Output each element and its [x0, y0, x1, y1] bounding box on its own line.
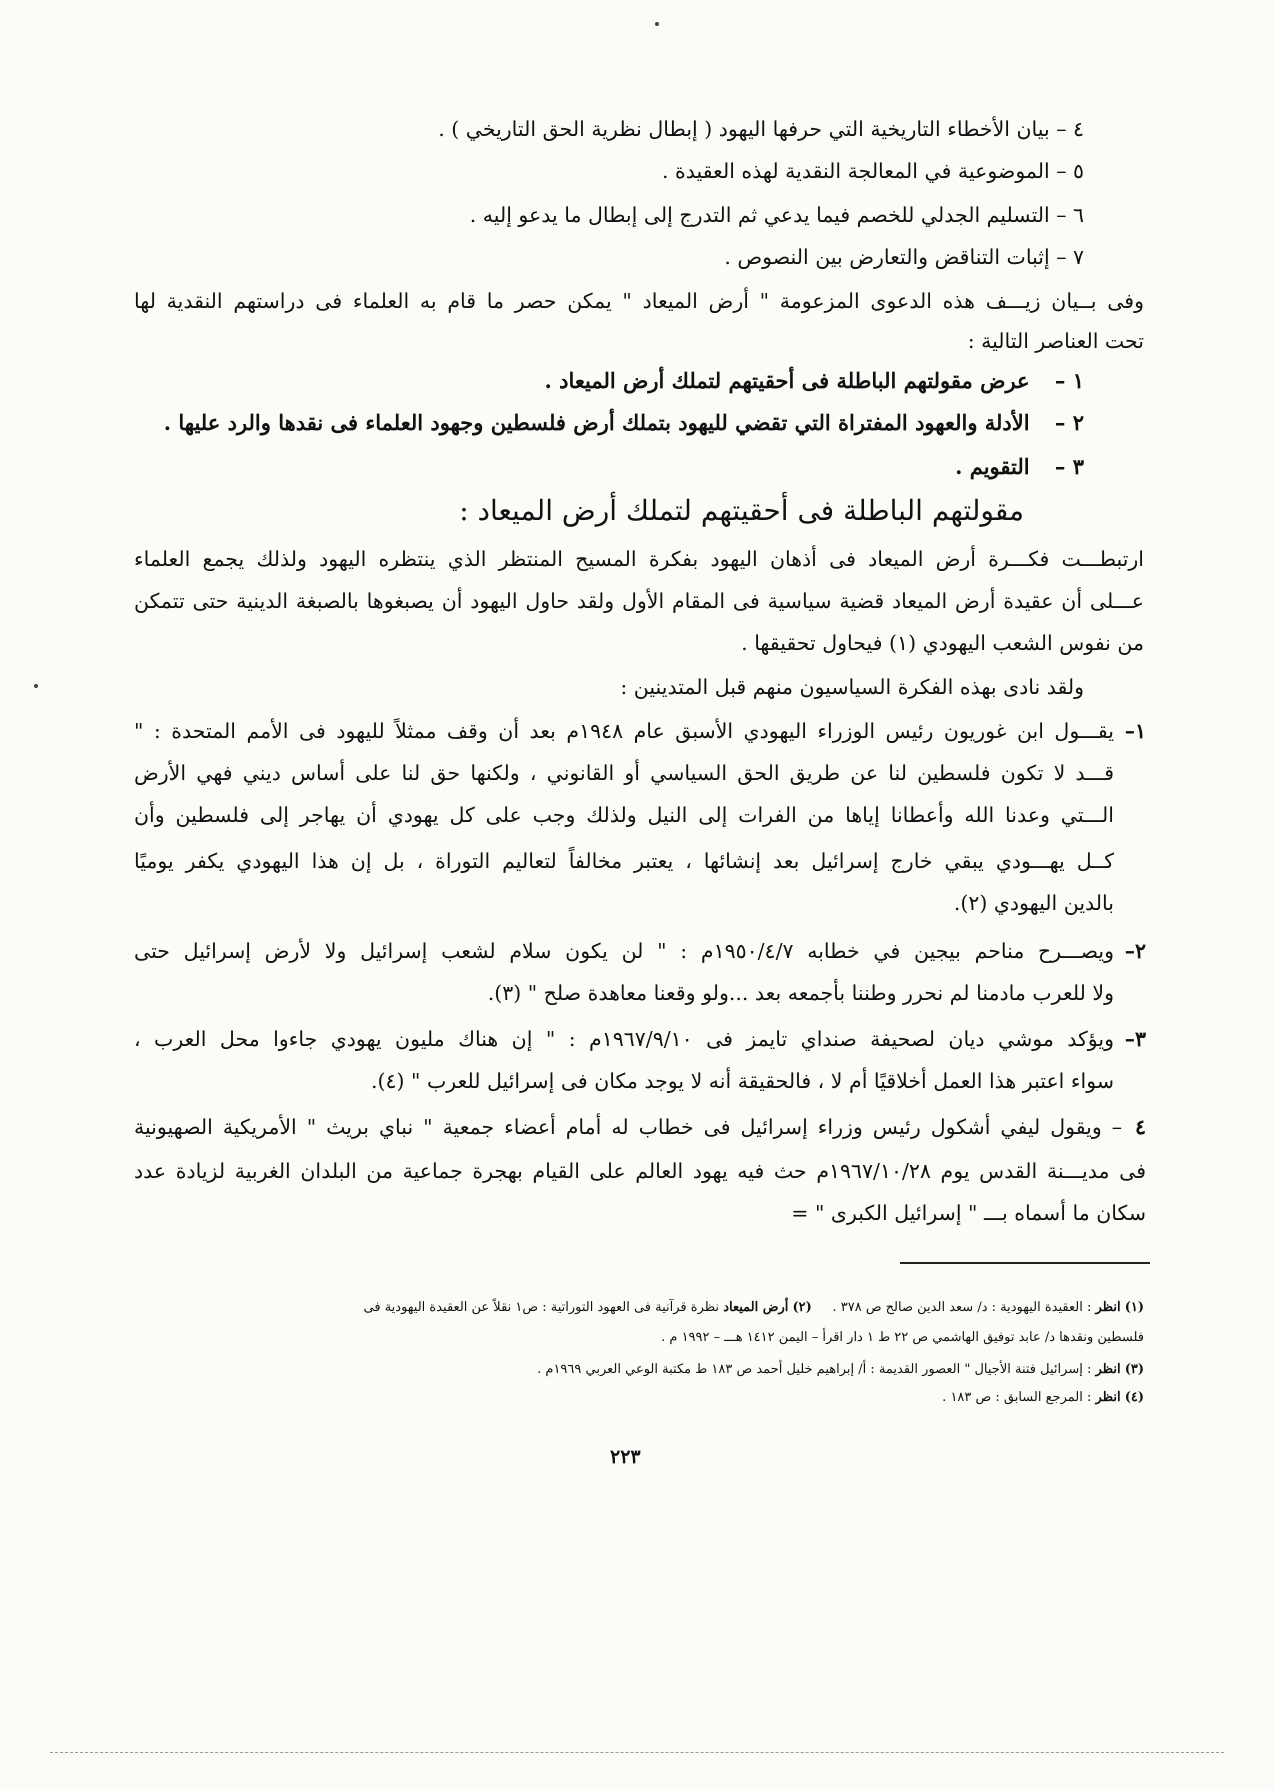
list-item-4: ٤ – بيان الأخطاء التاريخية التي حرفها اليهود ( إبطال نظرية الحق التاريخي ) .	[438, 117, 1084, 141]
element-text: التقويم .	[955, 454, 1030, 479]
para2: ولقد نادى بهذه الفكرة السياسيون منهم قبل المتدينين :	[620, 675, 1084, 699]
footnote-divider	[900, 1262, 1150, 1264]
quote-line: فى مديـــنة القدس يوم ١٩٦٧/١٠/٢٨م حث فيه يهود العالم على القيام بهجرة جماعية من البلدان الغربية لزيادة عدد	[134, 1159, 1146, 1183]
intro-line-2: تحت العناصر التالية :	[967, 329, 1144, 353]
element-number: ١ –	[1054, 368, 1084, 393]
footnote-2-continued: فلسطين ونقدها د/ عابد توفيق الهاشمي ص ٢٢ ط ١ دار اقرأ – اليمن ١٤١٢ هـــ – ١٩٩٢ م .	[661, 1330, 1144, 1345]
quote-line: كــل يهـــودي يبقي خارج إسرائيل بعد إنشائها ، يعتبر مخالفاً لتعاليم التوراة ، بل إن هذا اليهودي يكفر يوميًا	[134, 849, 1114, 873]
scan-speck	[655, 22, 659, 26]
element-item-3	[955, 454, 1084, 479]
quote-number: ٢–	[1124, 939, 1146, 963]
footnote-label: أرض الميعاد	[723, 1300, 789, 1315]
scan-edge-line	[50, 1752, 1224, 1753]
element-item-2	[164, 410, 1084, 435]
footnote-3	[537, 1360, 1144, 1380]
list-item-5: ٥ – الموضوعية في المعالجة النقدية لهذه العقيدة .	[661, 159, 1084, 183]
footnote-number: (٣)	[1124, 1362, 1144, 1377]
section-heading: مقولتهم الباطلة فى أحقيتهم لتملك أرض الميعاد :	[459, 494, 1024, 527]
quote-line: ويؤكد موشي ديان لصحيفة صنداي تايمز فى ١٩٦٧/٩/١٠م : " إن هناك مليون يهودي جاءوا محل العرب ،	[134, 1027, 1114, 1051]
intro-line-1: وفى بــيان زيـــف هذه الدعوى المزعومة " أرض الميعاد " يمكن حصر ما قام به العلماء فى دراستهم النقدية لها	[134, 289, 1144, 313]
footnote-label: انظر	[1095, 1300, 1121, 1315]
footnote-number: (٤)	[1124, 1390, 1144, 1405]
page-number: ٢٢٣	[610, 1446, 641, 1468]
list-item-6: ٦ – التسليم الجدلي للخصم فيما يدعي ثم التدرج إلى إبطال ما يدعو إليه .	[469, 203, 1084, 227]
quote-line: قـــد لا تكون فلسطين لنا عن طريق الحق السياسي أو القانوني ، ولكنها حق لنا على أساس ديني فهي الأرض	[134, 761, 1114, 785]
quote-line: الـــتي وعدنا الله وأعطانا إياها من الفرات إلى النيل ولذلك وجب على كل يهودي أن يهاجر إلى فلسطين وأن	[134, 803, 1114, 827]
footnote-text: : المرجع السابق : ص ١٨٣ .	[942, 1390, 1092, 1405]
footnote-label: انظر	[1095, 1390, 1121, 1405]
quote-line: سكان ما أسماه بـــ " إسرائيل الكبرى " =	[791, 1201, 1146, 1225]
footnote-text: نظرة قرآنية فى العهود التوراتية : ص١ نقلاً عن العقيدة اليهودية فى	[363, 1300, 720, 1315]
para1-line-1: ارتبطـــت فكـــرة أرض الميعاد فى أذهان اليهود بفكرة المسيح المنتظر الذي ينتظره اليهود ولذلك يجمع العلماء	[134, 547, 1144, 571]
footnote-number: (٢)	[792, 1300, 812, 1315]
quote-line: سواء اعتبر هذا العمل أخلاقيًا أم لا ، فالحقيقة أنه لا يوجد مكان فى إسرائيل للعرب " (٤).	[370, 1069, 1114, 1093]
quote-number: ٣–	[1124, 1027, 1146, 1051]
element-text: عرض مقولتهم الباطلة فى أحقيتهم لتملك أرض الميعاد .	[544, 368, 1030, 393]
element-number: ٣ –	[1054, 454, 1084, 479]
element-text: الأدلة والعهود المفتراة التي تقضي لليهود بتملك أرض فلسطين وجهود العلماء فى نقدها والرد عليها .	[163, 410, 1030, 435]
element-number: ٢ –	[1054, 410, 1084, 435]
footnote-4	[942, 1388, 1144, 1408]
quote-number: ٤	[1134, 1115, 1146, 1139]
quote-line: – ويقول ليفي أشكول رئيس وزراء إسرائيل فى خطاب له أمام أعضاء جمعية " نباي بريث " الأمريكية الصهيونية	[134, 1115, 1122, 1139]
footnote-text: : العقيدة اليهودية : د/ سعد الدين صالح ص ٣٧٨ .	[832, 1300, 1092, 1315]
footnote-number: (١)	[1124, 1300, 1144, 1315]
quote-line: ولا للعرب مادمنا لم نحرر وطننا بأجمعه بعد ...ولو وقعنا معاهدة صلح " (٣).	[487, 981, 1114, 1005]
footnote-label: انظر	[1095, 1362, 1121, 1377]
scan-speck	[34, 684, 38, 688]
element-item-1	[544, 368, 1084, 393]
quote-line: بالدين اليهودي (٢).	[953, 891, 1114, 915]
quote-line: يقـــول ابن غوريون رئيس الوزراء اليهودي الأسبق عام ١٩٤٨م بعد أن وقف ممثلاً لليهود فى الأمم المتحدة : "	[134, 719, 1115, 743]
para1-line-3: من نفوس الشعب اليهودي (١) فيحاول تحقيقها .	[741, 631, 1144, 655]
quote-number: ١–	[1124, 719, 1146, 743]
para1-line-2: عـــلى أن عقيدة أرض الميعاد قضية سياسية فى المقام الأول ولقد حاول اليهود أن يصبغوها بالصبغة الدينية حتى تتمكن	[134, 589, 1144, 613]
list-item-7: ٧ – إثبات التناقض والتعارض بين النصوص .	[724, 245, 1084, 269]
footnote-text: : إسرائيل فتنة الأجيال " العصور القديمة : أ/ إبراهيم خليل أحمد ص ١٨٣ ط مكتبة الوعي العربي ١٩٦٩م .	[537, 1362, 1092, 1377]
footnote-1-2	[364, 1298, 1144, 1318]
quote-line: ويصـــرح مناحم بيجين في خطابه ١٩٥٠/٤/٧م : " لن يكون سلام لشعب إسرائيل ولا لأرض إسرائيل حتى	[134, 939, 1114, 963]
